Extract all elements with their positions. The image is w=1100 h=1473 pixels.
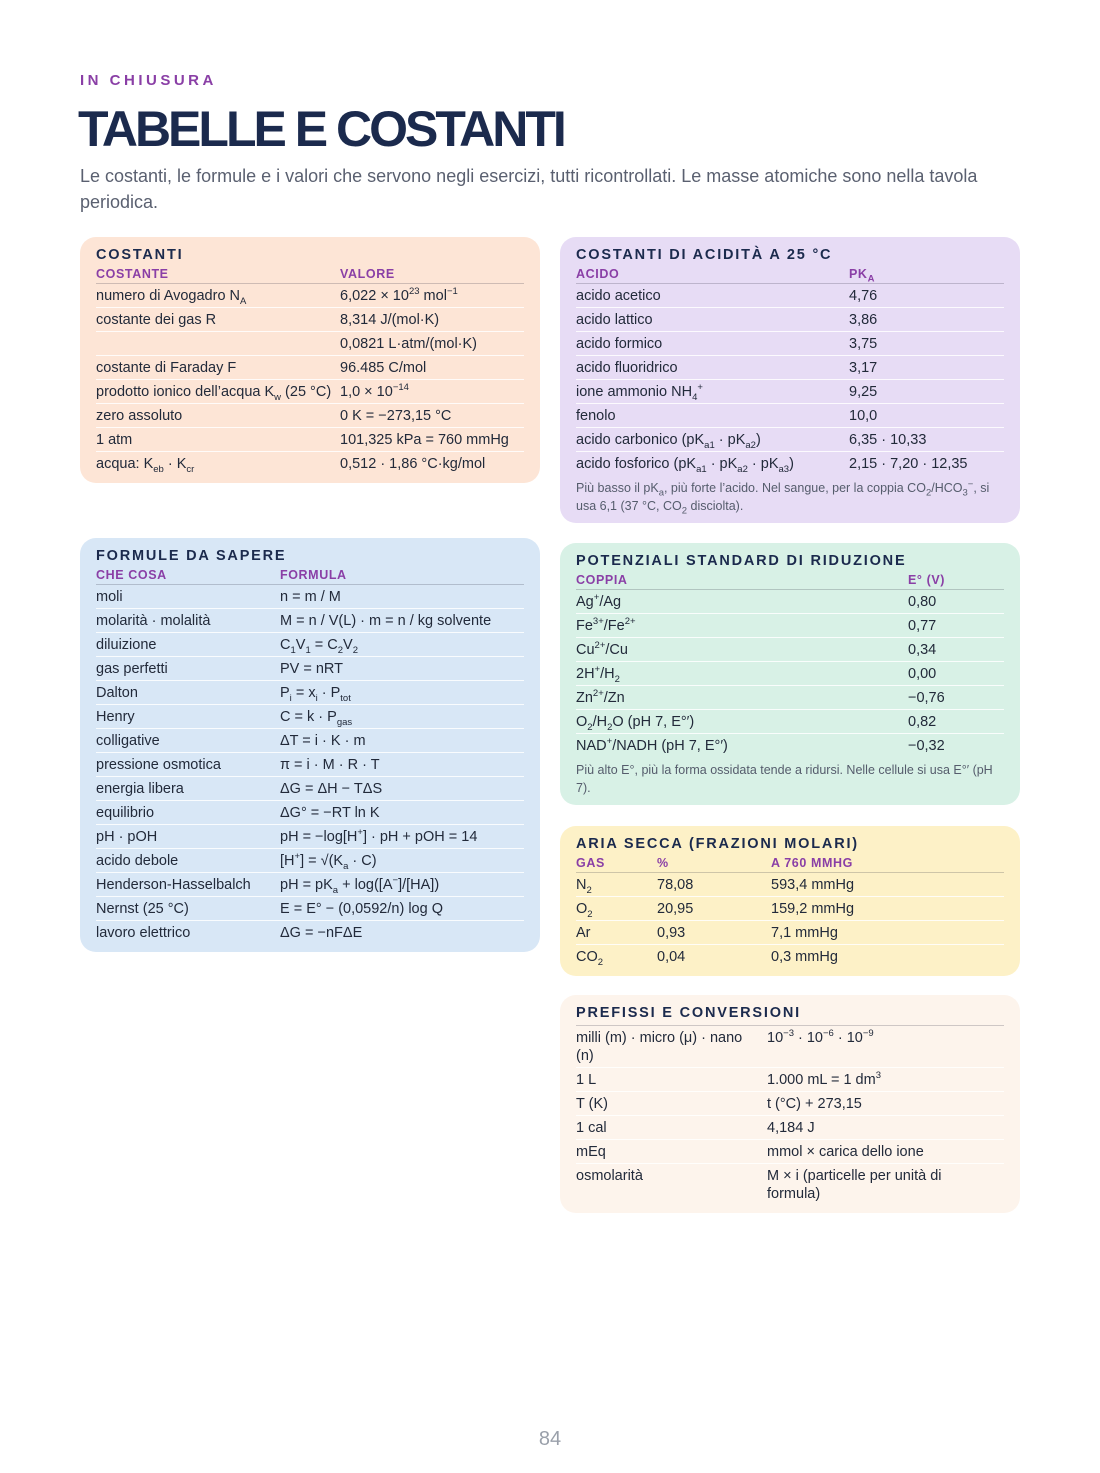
table-cell: equilibrio (96, 805, 155, 821)
table-cell: $1,0 \times 10^{-14}$ (340, 382, 409, 400)
table-cell: $Fe^{3+}/Fe^{2+}$ (576, 616, 636, 634)
table-cell: 0,0821 L·atm/(mol·K) (340, 336, 477, 352)
prefissi-card (560, 995, 1020, 1213)
table-cell: 1 cal (576, 1120, 607, 1136)
table-cell: M = n / V(L) · m = n / kg solvente (280, 613, 492, 629)
page-intro: Le costanti, le formule e i valori che servono negli esercizi, tutti ricontrollati. Le masse atomiche sono nella tavola periodica. (80, 166, 978, 212)
aria-col-header: A 760 MMHG (771, 856, 853, 870)
table-cell: 0,77 (908, 618, 937, 634)
table-row (96, 308, 524, 332)
table-cell: pH = −log[H+] · pH + pOH = 14 (280, 827, 478, 845)
table-row (96, 380, 524, 404)
table-cell: acido acetico (576, 288, 661, 304)
table-cell: Ar (576, 925, 591, 941)
prefissi-title: PREFISSI E CONVERSIONI (576, 1005, 801, 1021)
table-cell: $6,022 \times 10^{23}$ mol$^{-1}$ (340, 286, 458, 304)
table-row (576, 356, 1004, 380)
table-row (96, 777, 524, 801)
table-cell: 101,325 kPa = 760 mmHg (340, 432, 509, 448)
table-cell: moli (96, 589, 123, 605)
table-cell: $O_2$ (576, 901, 593, 920)
table-cell: prodotto ionico dell’acqua $K_w$ (25 °C) (96, 384, 332, 403)
table-row (576, 332, 1004, 356)
aria-body (576, 873, 1004, 968)
table-cell: 0,512 · 1,86 °C·kg/mol (340, 456, 486, 472)
table-row (576, 452, 1004, 475)
table-cell: ΔG = −nFΔE (280, 925, 363, 941)
table-cell: pressione osmotica (96, 757, 221, 773)
table-row (576, 1092, 1004, 1116)
table-cell: 9,25 (849, 384, 878, 400)
table-cell: $Cu^{2+}/Cu$ (576, 640, 628, 658)
potenziali-header (576, 573, 1004, 590)
table-row (96, 428, 524, 452)
table-cell: 1 L (576, 1072, 597, 1088)
table-row (96, 585, 524, 609)
table-row (576, 428, 1004, 452)
table-row (576, 1140, 1004, 1164)
table-cell: molarità · molalità (96, 613, 211, 629)
table-cell: $C = k \cdot P_{gas}$ (280, 709, 353, 728)
table-cell: 6,35 · 10,33 (849, 432, 927, 448)
aria-title: ARIA SECCA (FRAZIONI MOLARI) (576, 836, 859, 852)
table-cell: 0,00 (908, 666, 937, 682)
table-cell: 0,82 (908, 714, 937, 730)
table-cell: t (°C) + 273,15 (767, 1096, 862, 1112)
table-cell: osmolarità (576, 1168, 643, 1184)
table-cell: NAD+/NADH (pH 7, E°′) (576, 736, 728, 754)
table-cell: 0,93 (657, 925, 686, 941)
table-cell: $2H^+/H_2$ (576, 664, 620, 685)
formule-header (96, 568, 524, 585)
table-cell: 3,75 (849, 336, 878, 352)
table-row (576, 308, 1004, 332)
table-cell: $O_2/H_2O$ (pH 7, E°′) (576, 714, 695, 733)
table-cell (96, 335, 340, 353)
table-cell: numero di Avogadro $N_A$ (96, 288, 247, 307)
table-row (96, 921, 524, 944)
table-row (576, 638, 1004, 662)
table-cell: 0,80 (908, 594, 937, 610)
acidi-col-header: ACIDO (576, 267, 620, 281)
table-cell: colligative (96, 733, 160, 749)
table-row (576, 1164, 1004, 1205)
acidi-card (560, 237, 1020, 523)
acidi-note: Più basso il $pK_a$, più forte l’acido. Nel sangue, per la coppia $CO_2/HCO_3^-$, si usa 6,1 (37 °C, $CO_2$ disciolta). (576, 478, 990, 517)
table-cell: $[H^+] = √(K_a \cdot C)$ (280, 851, 377, 872)
table-cell: acido fluoridrico (576, 360, 678, 376)
table-cell: −0,76 (908, 690, 945, 706)
table-cell: ione ammonio $NH_4^+$ (576, 382, 703, 403)
table-row (96, 452, 524, 475)
table-cell: Henry (96, 709, 135, 725)
table-row (96, 801, 524, 825)
table-row (96, 873, 524, 897)
table-cell: M × i (particelle per unità di formula) (767, 1168, 942, 1202)
table-row (96, 332, 524, 356)
potenziali-title: POTENZIALI STANDARD DI RIDUZIONE (576, 553, 907, 569)
table-row (576, 284, 1004, 308)
table-row (96, 681, 524, 705)
table-row (576, 873, 1004, 897)
table-cell: zero assoluto (96, 408, 183, 424)
table-cell: Henderson-Hasselbalch (96, 877, 251, 893)
table-row (96, 404, 524, 428)
table-cell: 0,3 mmHg (771, 949, 838, 965)
table-row (96, 633, 524, 657)
acidi-title: COSTANTI DI ACIDITÀ A 25 °C (576, 247, 833, 263)
table-cell: PV = nRT (280, 661, 343, 677)
page-title: TABELLE E COSTANTI (78, 101, 564, 157)
table-cell: 78,08 (657, 877, 694, 893)
table-row (576, 686, 1004, 710)
table-cell: $Zn^{2+}/Zn$ (576, 688, 625, 706)
table-cell: 0,04 (657, 949, 686, 965)
costanti-title: COSTANTI (96, 247, 184, 263)
table-cell: π = i · M · R · T (280, 757, 380, 773)
table-cell: 4,76 (849, 288, 878, 304)
table-cell: 1.000 mL = 1 $dm^3$ (767, 1070, 881, 1088)
table-cell: milli (m) · micro (μ) · nano (n) (576, 1030, 743, 1064)
table-cell: 8,314 J/(mol·K) (340, 312, 440, 328)
table-cell: acido debole (96, 853, 179, 869)
table-cell: energia libera (96, 781, 184, 797)
table-row (96, 705, 524, 729)
aria-card (560, 826, 1020, 976)
costanti-col-header: COSTANTE (96, 267, 169, 281)
table-cell: pH · pOH (96, 829, 158, 845)
table-row (576, 614, 1004, 638)
table-row (576, 734, 1004, 757)
table-row (576, 404, 1004, 428)
table-row (576, 662, 1004, 686)
acidi-body (576, 284, 1004, 475)
table-cell: 3,17 (849, 360, 878, 376)
table-cell: ΔG = ΔH − TΔS (280, 781, 383, 797)
table-row (576, 1068, 1004, 1092)
table-cell: 159,2 mmHg (771, 901, 855, 917)
table-cell: Ag+/Ag (576, 592, 622, 610)
table-cell: mEq (576, 1144, 606, 1160)
table-cell: gas perfetti (96, 661, 168, 677)
table-row (96, 753, 524, 777)
table-cell: E = E° − (0,0592/n) log Q (280, 901, 443, 917)
potenziali-body (576, 590, 1004, 757)
potenziali-card (560, 543, 1020, 805)
table-row (96, 729, 524, 753)
table-row (576, 897, 1004, 921)
table-cell: acido formico (576, 336, 663, 352)
table-row (96, 609, 524, 633)
table-cell: 0,34 (908, 642, 937, 658)
table-cell: T (K) (576, 1096, 608, 1112)
formule-body (96, 585, 524, 944)
table-cell: 20,95 (657, 901, 694, 917)
aria-col-header: % (657, 856, 669, 870)
table-cell: pH = $pK_a + \log([A^-]/[HA])$ (280, 875, 440, 896)
table-row (96, 897, 524, 921)
table-row (576, 380, 1004, 404)
table-cell: mmol × carica dello ione (767, 1144, 924, 1160)
formule-col-header: CHE COSA (96, 568, 167, 582)
table-cell: 0 K = −273,15 °C (340, 408, 452, 424)
table-row (576, 1116, 1004, 1140)
table-row (96, 657, 524, 681)
table-row (96, 849, 524, 873)
table-cell: Dalton (96, 685, 138, 701)
table-cell: acqua: $K_{eb} \cdot K_{cr}$ (96, 456, 195, 475)
table-row (576, 945, 1004, 968)
table-cell: fenolo (576, 408, 616, 424)
aria-header (576, 856, 1004, 873)
potenziali-col-header: E° (V) (908, 573, 946, 587)
table-cell: Nernst (25 °C) (96, 901, 189, 917)
costanti-col-header: VALORE (340, 267, 395, 281)
table-cell: $N_2$ (576, 877, 592, 896)
table-cell: costante di Faraday F (96, 360, 237, 376)
table-cell: $CO_2$ (576, 949, 604, 968)
table-row (576, 710, 1004, 734)
costanti-card (80, 237, 540, 483)
table-cell: 7,1 mmHg (771, 925, 838, 941)
table-row (96, 825, 524, 849)
prefissi-body (576, 1026, 1004, 1205)
formule-col-header: FORMULA (280, 568, 347, 582)
table-cell: 4,184 J (767, 1120, 815, 1136)
table-cell: 10,0 (849, 408, 878, 424)
table-cell: ΔT = i · K · m (280, 733, 366, 749)
table-row (96, 284, 524, 308)
table-cell: n = m / M (280, 589, 341, 605)
aria-col-header: GAS (576, 856, 605, 870)
table-row (96, 356, 524, 380)
costanti-header (96, 267, 524, 284)
table-cell: 593,4 mmHg (771, 877, 855, 893)
costanti-body (96, 284, 524, 475)
table-cell: 3,86 (849, 312, 878, 328)
table-cell: lavoro elettrico (96, 925, 191, 941)
table-cell: acido fosforico $(pK_{a1} \cdot pK_{a2} \cdot pK_{a3})$ (576, 456, 794, 475)
section-kicker: IN CHIUSURA (80, 72, 217, 89)
table-cell: $10^{-3} \cdot 10^{-6} \cdot 10^{-9}$ (767, 1028, 874, 1046)
table-cell: ΔG° = −RT ln K (280, 805, 380, 821)
table-cell: $P_i = x_i \cdot P_{tot}$ (280, 685, 351, 704)
formule-card (80, 538, 540, 952)
potenziali-col-header: COPPIA (576, 573, 628, 587)
acidi-header (576, 267, 1004, 284)
table-cell: acido lattico (576, 312, 653, 328)
table-row (576, 921, 1004, 945)
table-cell: 2,15 · 7,20 · 12,35 (849, 456, 968, 472)
page-number: 84 (538, 1428, 562, 1450)
table-cell: diluizione (96, 637, 157, 653)
table-cell: 1 atm (96, 432, 133, 448)
table-row (576, 590, 1004, 614)
table-cell: 96.485 C/mol (340, 360, 427, 376)
table-cell: −0,32 (908, 738, 945, 754)
formule-title: FORMULE DA SAPERE (96, 548, 287, 564)
potenziali-note: Più alto E°, più la forma ossidata tende a ridursi. Nelle cellule si usa E°′ (pH 7). (576, 763, 993, 795)
acidi-col-header: $PK_A$ (849, 267, 876, 285)
table-cell: acido carbonico $(pK_{a1} \cdot pK_{a2})$ (576, 432, 761, 451)
table-cell: costante dei gas R (96, 312, 217, 328)
table-row (576, 1026, 1004, 1068)
table-cell: $C_1V_1 = C_2V_2$ (280, 637, 359, 656)
